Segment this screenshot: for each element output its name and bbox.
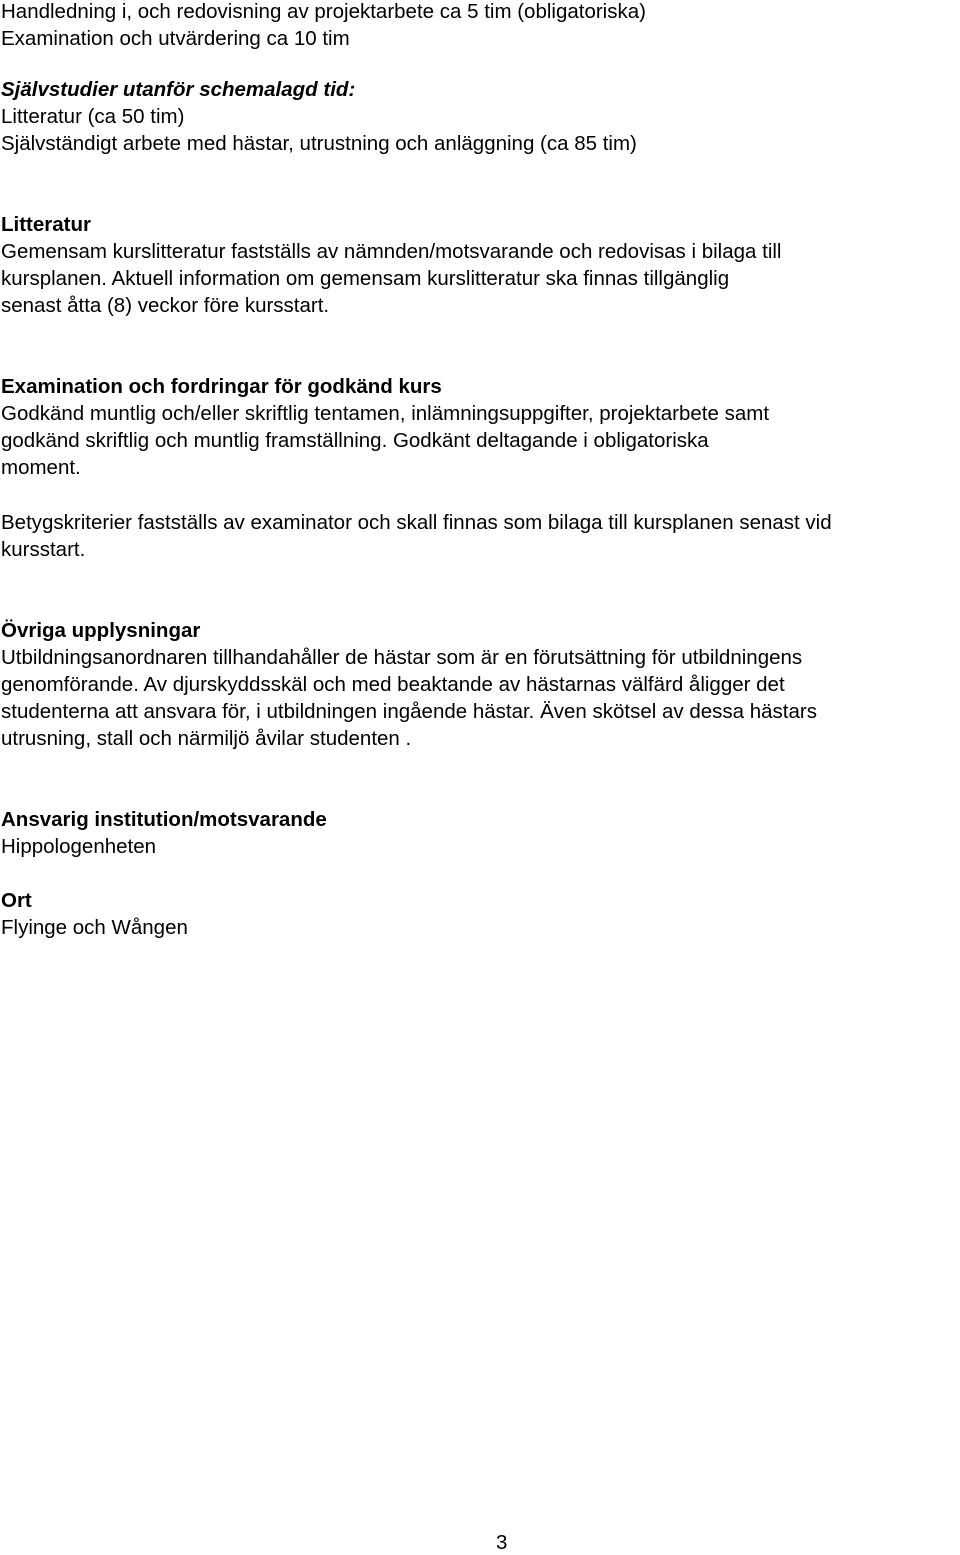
- location-heading: Ort: [1, 889, 32, 912]
- schedule-section: [1, 0, 959, 52]
- schedule-line-examination: Examination och utvärdering ca 10 tim: [1, 27, 350, 50]
- page-number: 3: [496, 1531, 508, 1554]
- literature-section: [1, 211, 959, 319]
- grading-section: [1, 509, 959, 563]
- literature-line: senast åtta (8) veckor före kursstart.: [1, 294, 330, 317]
- other-info-line: genomförande. Av djurskyddsskäl och med beaktande av hästarnas välfärd åligger det: [1, 673, 785, 696]
- institution-heading: Ansvarig institution/motsvarande: [1, 808, 327, 831]
- institution-section: [1, 806, 959, 860]
- examination-line: Godkänd muntlig och/eller skriftlig tentamen, inlämningsuppgifter, projektarbete samt: [1, 402, 770, 425]
- institution-value: Hippologenheten: [1, 835, 157, 858]
- examination-heading: Examination och fordringar för godkänd kurs: [1, 375, 442, 398]
- examination-section: [1, 373, 959, 481]
- examination-line: godkänd skriftlig och muntlig framställning. Godkänt deltagande i obligatoriska: [1, 429, 709, 452]
- literature-heading: Litteratur: [1, 213, 91, 236]
- literature-line: kursplanen. Aktuell information om gemensam kurslitteratur ska finnas tillgänglig: [1, 267, 730, 290]
- other-info-line: Utbildningsanordnaren tillhandahåller de hästar som är en förutsättning för utbildningens: [1, 646, 803, 669]
- grading-line: Betygskriterier fastställs av examinator och skall finnas som bilaga till kursplanen senast vid: [1, 511, 832, 534]
- self-study-line-literature: Litteratur (ca 50 tim): [1, 105, 185, 128]
- other-info-line: utrusning, stall och närmiljö åvilar studenten .: [1, 727, 412, 750]
- self-study-section: [1, 76, 959, 157]
- location-value: Flyinge och Wången: [1, 916, 188, 939]
- self-study-heading: Självstudier utanför schemalagd tid:: [1, 78, 356, 101]
- schedule-line-supervision: Handledning i, och redovisning av projektarbete ca 5 tim (obligatoriska): [1, 0, 646, 23]
- other-info-section: [1, 617, 959, 752]
- self-study-line-independent-work: Självständigt arbete med hästar, utrustning och anläggning (ca 85 tim): [1, 132, 637, 155]
- examination-line: moment.: [1, 456, 81, 479]
- other-info-line: studenterna att ansvara för, i utbildningen ingående hästar. Även skötsel av dessa hästars: [1, 700, 817, 723]
- grading-line: kursstart.: [1, 538, 86, 561]
- location-section: [1, 887, 959, 941]
- literature-line: Gemensam kurslitteratur fastställs av nämnden/motsvarande och redovisas i bilaga till: [1, 240, 782, 263]
- other-info-heading: Övriga upplysningar: [1, 619, 201, 642]
